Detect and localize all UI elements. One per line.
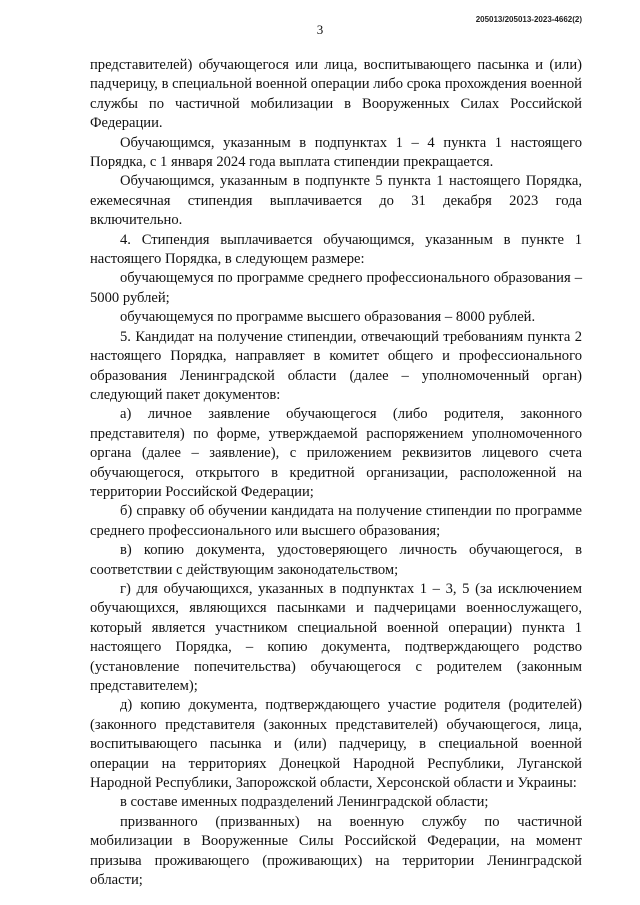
paragraph: а) личное заявление обучающегося (либо родителя, законного представителя) по форме, утверждаемой распоряжением уполномоченного органа (далее – заявление), с приложением реквизитов лицевого счета обучающегося, открытого в кредитной организации, расположенной на территории Российской Федерации; bbox=[90, 406, 582, 500]
paragraph: б) справку об обучении кандидата на получение стипендии по программе среднего профессионального или высшего образования; bbox=[90, 503, 582, 539]
paragraph: д) копию документа, подтверждающего участие родителя (родителей) (законного представителя (законных представителей) обучающегося, лица, воспитывающего пасынка и (или) падчерицу, в специальной военной операции на территориях Донецкой Народной Республики, Луганской Народной Республики, Запорожской области, Херсонской области и Украины: bbox=[90, 697, 582, 792]
paragraph: Обучающимся, указанным в подпункте 5 пункта 1 настоящего Порядка, ежемесячная стипендия выплачивается до 31 декабря 2023 года включительно. bbox=[90, 173, 582, 229]
paragraph: обучающемуся по программе среднего профессионального образования – 5000 рублей; bbox=[90, 270, 582, 306]
paragraph: представителей) обучающегося или лица, воспитывающего пасынка и (или) падчерицу, в специальной военной операции либо срока прохождения военной службы по частичной мобилизации в Вооруженных Силах Российской Федерации. bbox=[90, 57, 582, 132]
paragraph: Обучающимся, указанным в подпунктах 1 – 4 пункта 1 настоящего Порядка, с 1 января 2024 года выплата стипендии прекращается. bbox=[90, 134, 582, 171]
paragraph: призванного (призванных) на военную службу по частичной мобилизации в Вооруженные Силы Российской Федерации, на момент призыва проживающего (проживающих) на территории Ленинградской области; bbox=[90, 813, 582, 889]
document-number: 205013/205013-2023-4662(2) bbox=[475, 15, 582, 24]
paragraph: 5. Кандидат на получение стипендии, отвечающий требованиям пункта 2 настоящего Порядка, направляет в комитет общего и профессионального образования Ленинградской области (далее – уполномоченный орган) следующий пакет документов: bbox=[90, 328, 582, 403]
paragraph: в) копию документа, удостоверяющего личность обучающегося, в соответствии с действующим законодательством; bbox=[90, 542, 582, 578]
paragraph: обучающемуся по программе высшего образования – 8000 рублей. bbox=[120, 309, 536, 326]
paragraph: в составе именных подразделений Ленинградской области; bbox=[120, 794, 489, 811]
document-body bbox=[90, 56, 582, 890]
page-number: 3 bbox=[316, 22, 324, 37]
paragraph: г) для обучающихся, указанных в подпунктах 1 – 3, 5 (за исключением обучающихся, являющихся пасынками и падчерицами военнослужащего, который является участником специальной военной операции) пункта 1 настоящего Порядка, – копию документа, подтверждающего родство (установление попечительства) обучающегося с родителем (законным представителем); bbox=[90, 580, 582, 694]
paragraph: 4. Стипендия выплачивается обучающимся, указанным в пункте 1 настоящего Порядка, в следующем размере: bbox=[90, 231, 582, 268]
